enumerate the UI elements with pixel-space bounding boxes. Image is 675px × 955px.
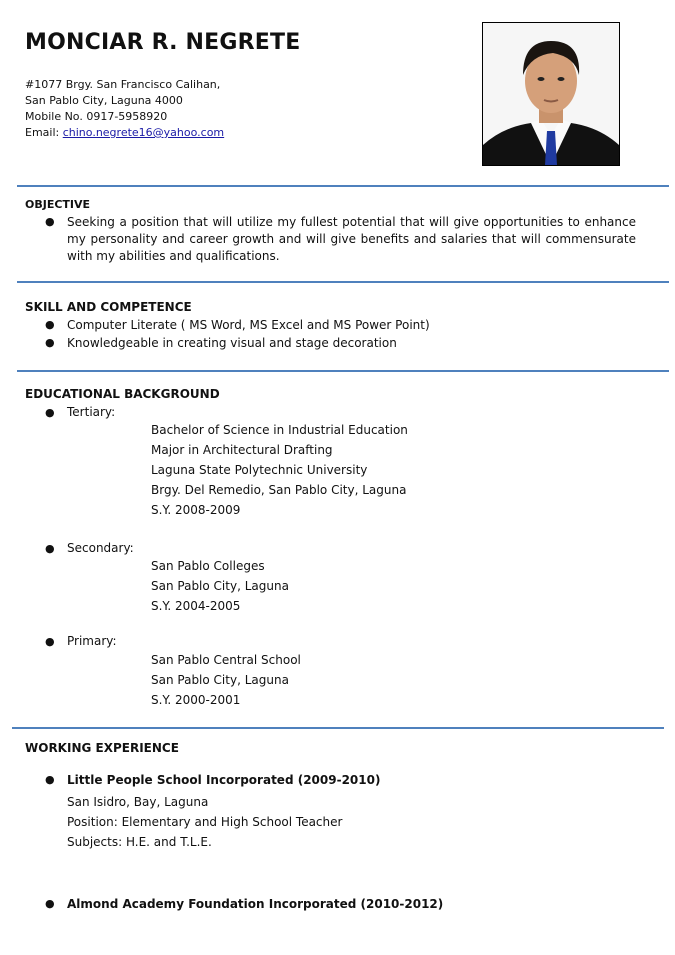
tertiary-label: Tertiary: [67, 405, 116, 419]
tertiary-line: Major in Architectural Drafting [151, 443, 333, 457]
skills-heading: SKILL AND COMPETENCE [25, 300, 192, 314]
primary-label: Primary: [67, 634, 117, 648]
email-label: Email: [25, 126, 63, 139]
tertiary-line: Laguna State Polytechnic University [151, 463, 368, 477]
section-divider [17, 281, 669, 283]
secondary-details [151, 556, 289, 616]
applicant-name: MONCIAR R. NEGRETE [25, 30, 301, 55]
address-line-2: San Pablo City, Laguna 4000 [25, 94, 183, 107]
job-line: San Isidro, Bay, Laguna [67, 795, 209, 809]
objective-text: Seeking a position that will utilize my fullest potential that will give opportunities to enhance my personality and career growth and will give benefits and salaries that will commensurate with my abilities and qualifications. [67, 215, 636, 263]
bullet-icon: ● [45, 406, 55, 419]
primary-line: San Pablo Central School [151, 653, 301, 667]
tertiary-line: Bachelor of Science in Industrial Education [151, 423, 408, 437]
job-title: Almond Academy Foundation Incorporated (2010-2012) [67, 897, 444, 911]
section-divider [17, 370, 669, 372]
job-title: Little People School Incorporated (2009-2010) [67, 773, 381, 787]
bullet-icon: ● [45, 773, 55, 786]
bullet-icon: ● [45, 635, 55, 648]
bullet-icon: ● [45, 215, 55, 228]
bullet-icon: ● [45, 542, 55, 555]
bullet-icon: ● [45, 897, 55, 910]
secondary-label: Secondary: [67, 541, 134, 555]
profile-photo [482, 22, 620, 166]
bullet-icon: ● [45, 336, 55, 349]
tertiary-line: Brgy. Del Remedio, San Pablo City, Laguna [151, 483, 407, 497]
skill-item: Computer Literate ( MS Word, MS Excel and MS Power Point) [67, 318, 430, 332]
email-line [25, 125, 224, 141]
skill-item: Knowledgeable in creating visual and stage decoration [67, 336, 397, 350]
primary-line: S.Y. 2000-2001 [151, 693, 241, 707]
secondary-line: San Pablo City, Laguna [151, 579, 289, 593]
email-link[interactable]: chino.negrete16@yahoo.com [62, 126, 225, 139]
education-heading: EDUCATIONAL BACKGROUND [25, 387, 220, 401]
primary-line: San Pablo City, Laguna [151, 673, 289, 687]
primary-details [151, 650, 301, 710]
job-details [67, 792, 342, 852]
secondary-line: S.Y. 2004-2005 [151, 599, 241, 613]
section-divider [12, 727, 664, 729]
address-line-1: #1077 Brgy. San Francisco Calihan, [25, 78, 221, 91]
objective-heading: OBJECTIVE [25, 198, 91, 211]
bullet-icon: ● [45, 318, 55, 331]
tertiary-details [151, 420, 408, 520]
experience-heading: WORKING EXPERIENCE [25, 741, 179, 755]
tertiary-line: S.Y. 2008-2009 [151, 503, 241, 517]
mobile-number: Mobile No. 0917-5958920 [25, 110, 168, 123]
job-line: Position: Elementary and High School Teacher [67, 815, 343, 829]
job-line: Subjects: H.E. and T.L.E. [67, 835, 212, 849]
person-photo-icon [483, 23, 619, 165]
secondary-line: San Pablo Colleges [151, 559, 265, 573]
section-divider [17, 185, 669, 187]
